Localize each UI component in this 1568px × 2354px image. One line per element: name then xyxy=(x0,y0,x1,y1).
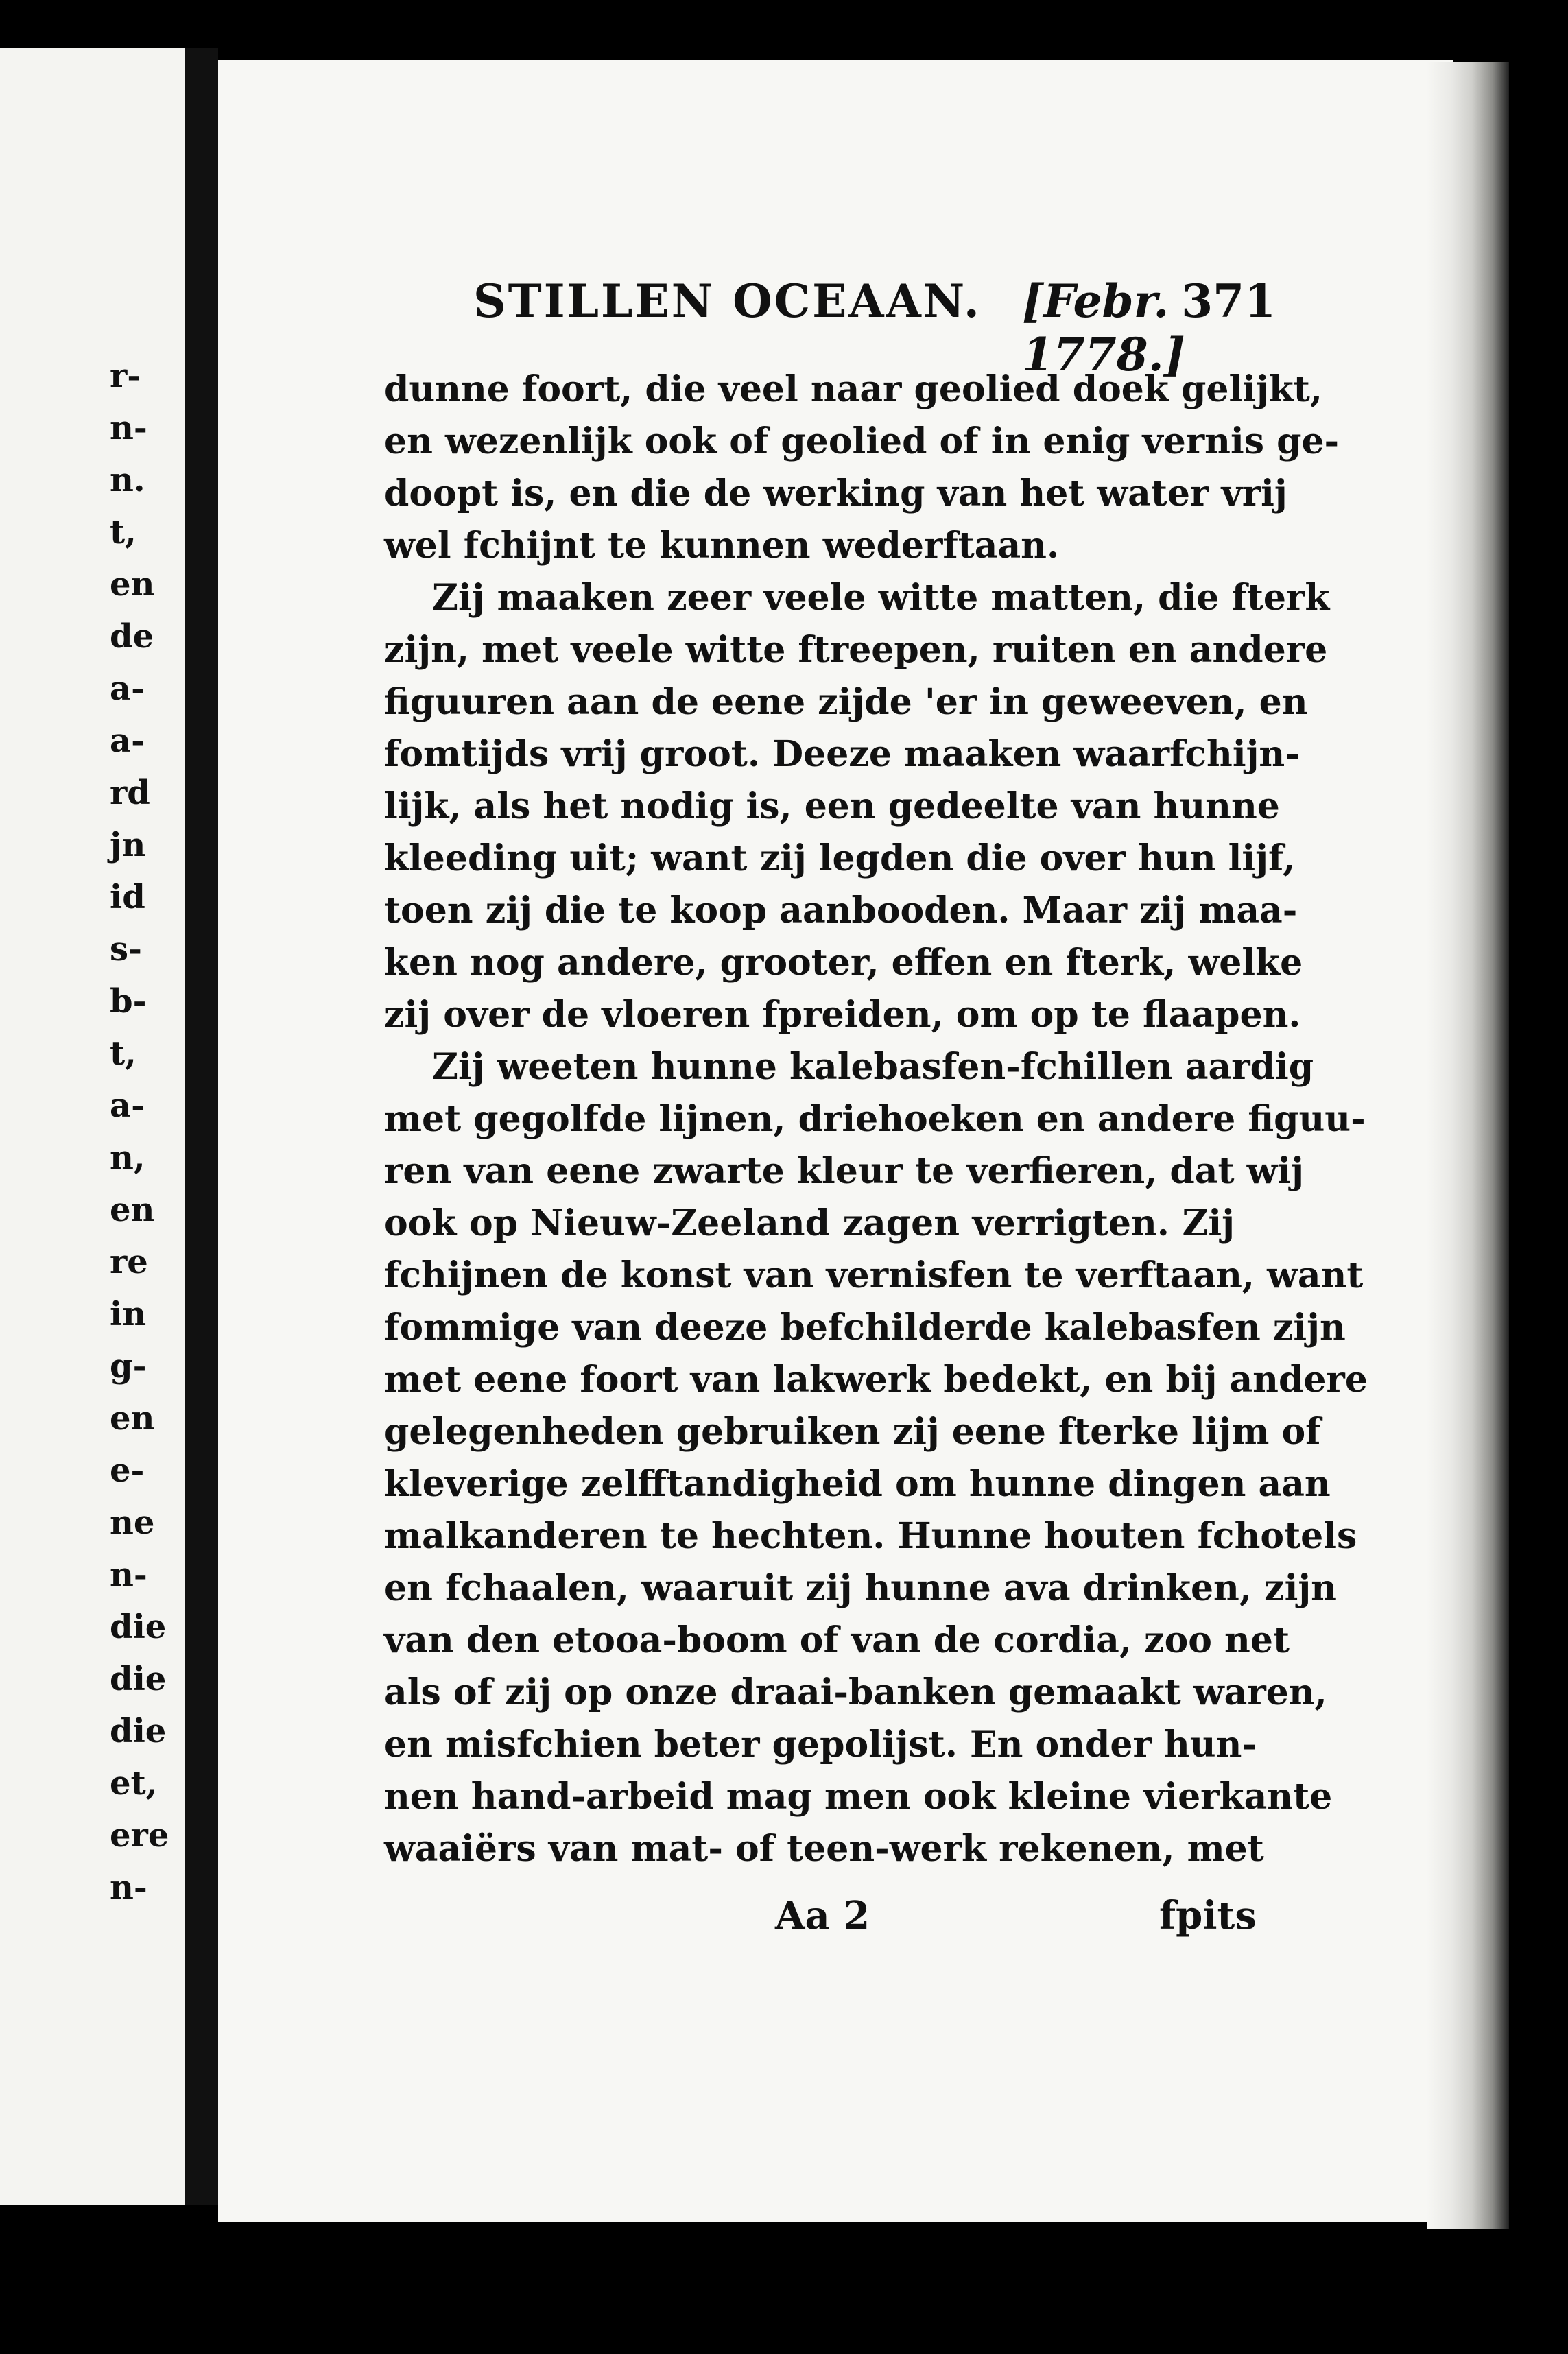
facing-page-line-fragment: n- xyxy=(110,409,147,447)
facing-page-line-fragment: de xyxy=(110,617,154,656)
facing-page-line-fragment: a- xyxy=(110,722,145,760)
facing-page-line-fragment: t, xyxy=(110,1034,136,1073)
facing-page-line-fragment: en xyxy=(110,565,155,604)
text-line: zijn, met veele witte ftreepen, ruiten en andere xyxy=(384,629,1328,671)
facing-page-line-fragment: en xyxy=(110,1191,155,1229)
text-line: dunne foort, die veel naar geolied doek gelijkt, xyxy=(384,368,1322,410)
facing-page-line-fragment: die xyxy=(110,1712,167,1750)
text-line: ren van eene zwarte kleur te verfieren, dat wij xyxy=(384,1150,1304,1192)
text-line: ken nog andere, grooter, effen en fterk, welke xyxy=(384,942,1303,984)
text-line: en wezenlijk ook of geolied of in enig vernis ge- xyxy=(384,420,1340,462)
text-line: en fchaalen, waaruit zij hunne ava drinken, zijn xyxy=(384,1567,1337,1609)
signature-mark: Aa 2 xyxy=(775,1893,870,1938)
facing-page-line-fragment: n- xyxy=(110,1868,147,1907)
text-line: fomtijds vrij groot. Deeze maaken waarfchijn- xyxy=(384,733,1300,775)
catchword: fpits xyxy=(1159,1893,1257,1938)
facing-page-line-fragment: rd xyxy=(110,774,150,812)
text-line: nen hand-arbeid mag men ook kleine vierkante xyxy=(384,1776,1333,1818)
facing-page-line-fragment: die xyxy=(110,1660,167,1698)
text-line: Zij maaken zeer veele witte matten, die fterk xyxy=(432,577,1330,619)
text-line: ook op Nieuw-Zeeland zagen verrigten. Zij xyxy=(384,1202,1235,1244)
text-line: Zij weeten hunne kalebasfen-fchillen aardig xyxy=(432,1046,1314,1088)
facing-page-line-fragment: a- xyxy=(110,669,145,708)
facing-page-line-fragment: ne xyxy=(110,1503,155,1542)
facing-page-line-fragment: n, xyxy=(110,1139,145,1177)
facing-page-line-fragment: et, xyxy=(110,1764,158,1803)
facing-page-line-fragment: s- xyxy=(110,930,142,968)
text-line: kleverige zelfftandigheid om hunne dingen aan xyxy=(384,1463,1331,1505)
page-edge-shadow xyxy=(1427,62,1509,2229)
text-line: van den etooa-boom of van de cordia, zoo net xyxy=(384,1619,1290,1661)
running-head-title: STILLEN OCEAAN. xyxy=(473,274,982,328)
facing-page-line-fragment: in xyxy=(110,1295,147,1333)
page-number: 371 xyxy=(1181,274,1276,328)
text-line: doopt is, en die de werking van het water vrij xyxy=(384,473,1287,514)
text-line: met gegolfde lijnen, driehoeken en andere figuu- xyxy=(384,1098,1366,1140)
facing-page-line-fragment: n. xyxy=(110,461,145,499)
running-head-date: [Febr. 1778.] xyxy=(1022,274,1185,381)
book-gutter xyxy=(185,48,218,2205)
text-line: malkanderen te hechten. Hunne houten fchotels xyxy=(384,1515,1357,1557)
facing-page-line-fragment: en xyxy=(110,1399,155,1438)
facing-page-line-fragment: id xyxy=(110,878,145,916)
text-line: wel fchijnt te kunnen wederftaan. xyxy=(384,525,1060,567)
facing-page-line-fragment: g- xyxy=(110,1347,147,1386)
facing-page-line-fragment: e- xyxy=(110,1451,145,1490)
facing-page-line-fragment: a- xyxy=(110,1086,145,1125)
facing-page-line-fragment: t, xyxy=(110,513,136,551)
facing-page-line-fragment: b- xyxy=(110,982,147,1021)
text-line: fommige van deeze befchilderde kalebasfen zijn xyxy=(384,1307,1346,1348)
text-line: als of zij op onze draai-banken gemaakt waren, xyxy=(384,1672,1327,1713)
text-line: en misfchien beter gepolijst. En onder hun- xyxy=(384,1724,1257,1766)
text-line: toen zij die te koop aanbooden. Maar zij maa- xyxy=(384,890,1298,931)
facing-page-fragment xyxy=(0,48,185,2205)
facing-page-line-fragment: ere xyxy=(110,1816,169,1855)
facing-page-line-fragment: jn xyxy=(110,826,146,864)
text-line: gelegenheden gebruiken zij eene fterke lijm of xyxy=(384,1411,1321,1453)
body-text xyxy=(384,364,1368,1875)
text-line: waaiërs van mat- of teen-werk rekenen, met xyxy=(384,1828,1264,1870)
facing-page-line-fragment: die xyxy=(110,1608,167,1646)
facing-page-line-fragment: re xyxy=(110,1243,148,1281)
text-line: fchijnen de konst van vernisfen te verftaan, want xyxy=(384,1255,1364,1296)
text-line: met eene foort van lakwerk bedekt, en bij andere xyxy=(384,1359,1368,1401)
text-line: zij over de vloeren fpreiden, om op te flaapen. xyxy=(384,994,1301,1036)
facing-page-line-fragment: n- xyxy=(110,1556,147,1594)
facing-page-line-fragment: r- xyxy=(110,357,141,395)
text-line: kleeding uit; want zij legden die over hun lijf, xyxy=(384,837,1296,879)
text-line: figuuren aan de eene zijde 'er in geweeven, en xyxy=(384,681,1308,723)
running-head xyxy=(473,274,1276,381)
text-line: lijk, als het nodig is, een gedeelte van hunne xyxy=(384,785,1280,827)
